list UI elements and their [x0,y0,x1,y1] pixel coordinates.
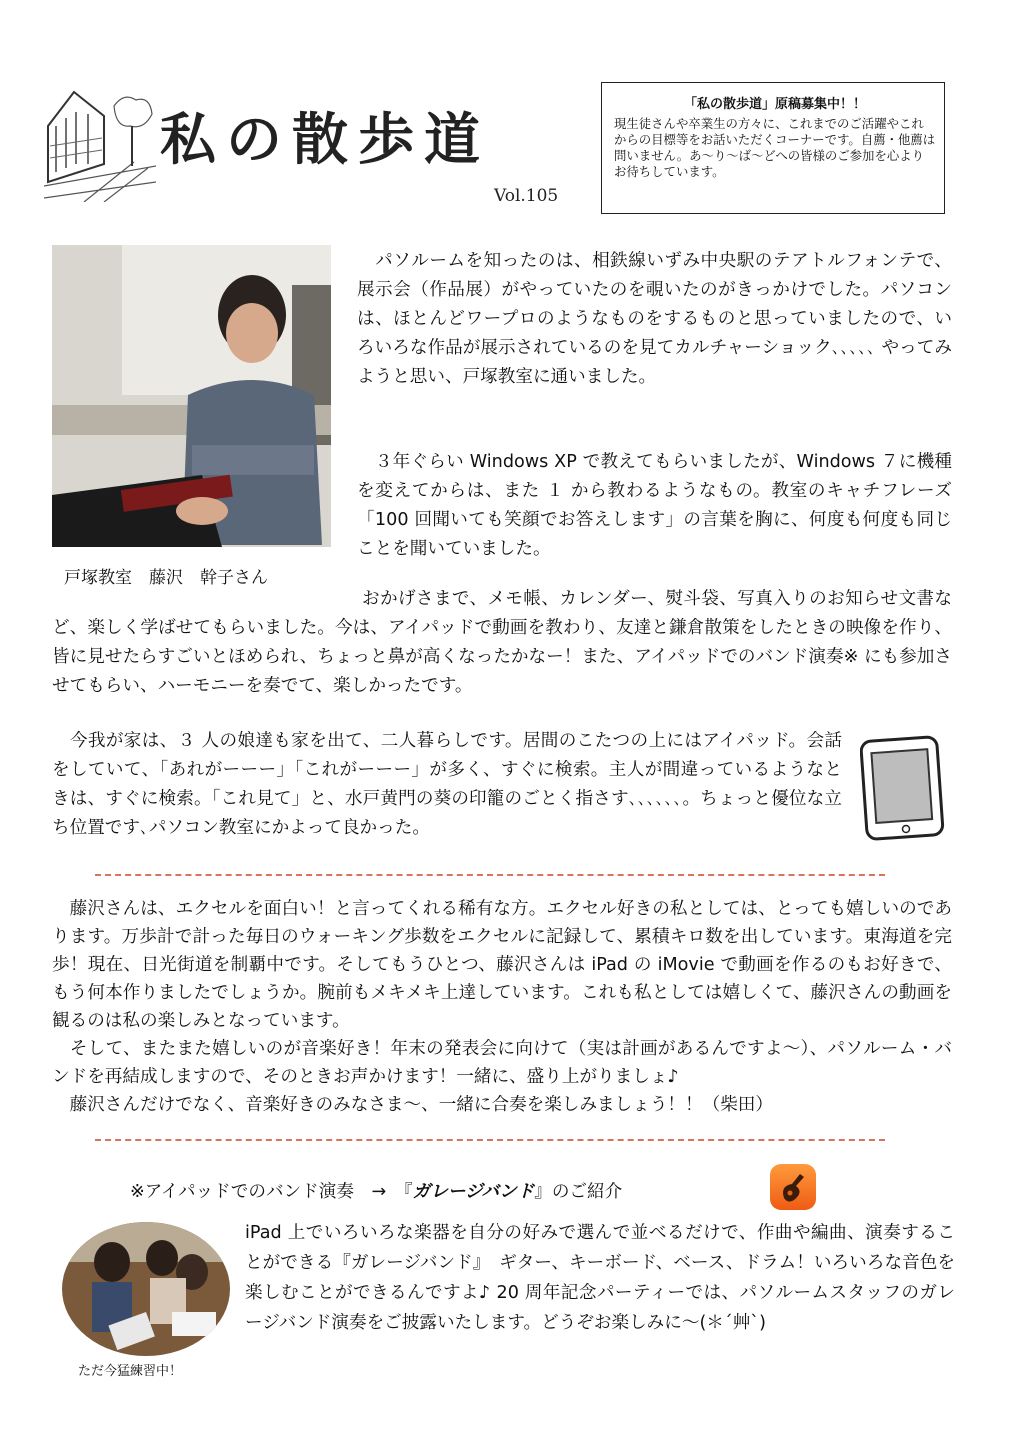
recruit-text: 現生徒さんや卒業生の方々に、これまでのご活躍やこれからの目標等をお話いただくコーナーです。自薦・他薦は問いません。あ～り～ば～どへの皆様のご参加を心よりお待ちしています。 [614,116,936,179]
paragraph-4: 今我が家は、３ 人の娘達も家を出て、二人暮らしです。居間のこたつの上にはアイパッド。会話をしていて、「あれがーーー」「これがーーー」が多く、すぐに検索。主人が間違っているようなときは、すぐに検索。「これ見て」と、水戸黄門の葵の印籠のごとく指さす､､､､､､。ちょっと優位な立ち位置です､パソコン教室にかよって良かった。 [52,731,842,838]
garageband-heading [130,1178,622,1203]
practice-caption: ただ今猛練習中！ [78,1364,183,1379]
comment-line-1: 藤沢さんは、エクセルを面白い！と言ってくれる稀有な方。エクセル好きの私としては、とっても嬉しいのであります。万歩計で計った毎日のウォーキング歩数をエクセルに記録して、累積キロ数を出しています。東海道を完歩！現在、日光街道を制覇中です。そしてもうひとつ、藤沢さんは iPad の iMovie で動画を作るのもお好きで、もう何本作りましたでしょうか。腕前もメキメキ上達しています。これも私としては嬉しくて、藤沢さんの動画を観るのは私の楽しみとなっています。 [52,899,952,1031]
garageband-app-icon [770,1164,816,1210]
divider-top [95,874,885,876]
paragraph-3: おかげさまで、メモ帳、カレンダー、熨斗袋、写真入りのお知らせ文書など、楽しく学ばせてもらいました。今は、アイパッドで動画を教わり、友達と鎌倉散策をしたときの映像を作り、皆に見せたらすごいとほめられ、ちょっと鼻が高くなったかなー！また、アイパッドでのバンド演奏※ にも参加させてもらい、ハーモニーを奏でて、楽しかったです。 [52,589,952,696]
divider-bottom [95,1139,885,1141]
tablet-icon [860,735,946,843]
staff-comment [52,895,952,1119]
portrait-photo [52,245,331,547]
photo-caption: 戸塚教室 藤沢 幹子さん [64,568,268,588]
garageband-heading-pre: ※アイパッドでのバンド演奏 → 『 [130,1182,413,1202]
paragraph-2: ３年ぐらい Windows XP で教えてもらいましたが、Windows ７に機種を変えてからは、また １ から教わるようなもの。教室のキャチフレーズ「100 回聞いても笑顔でお答えします」の言葉を胸に、何度も何度も同じことを聞いていました。 [357,452,952,559]
garageband-heading-post: 』のご紹介 [534,1182,623,1202]
paragraph-1: パソルームを知ったのは、相鉄線いずみ中央駅のテアトルフォンテで、展示会（作品展）がやっていたのを覗いたのがきっかけでした。パソコンは、ほとんどワープロのようなものをするものと思っていましたので、いろいろな作品が展示されているのを見てカルチャーショック､､､､､ やってみようと思い、戸塚教室に通いました。 [357,251,952,387]
recruit-notice-box [601,82,945,214]
comment-line-3: 藤沢さんだけでなく、音楽好きのみなさま～、一緒に合奏を楽しみましょう！！（柴田） [52,1095,773,1115]
street-sketch-illustration [44,86,156,202]
page-title: 私の散歩道 [160,107,490,173]
comment-line-2: そして、またまた嬉しいのが音楽好き！年末の発表会に向けて（実は計画があるんですよ～）、パソルーム・バンドを再結成しますので、そのときお声かけます！一緒に、盛り上がりましょ♪ [52,1039,952,1087]
recruit-heading: 「私の散歩道」原稿募集中！！ [683,97,866,112]
practice-photo [62,1222,230,1356]
garageband-heading-bold: ガレージバンド [412,1182,535,1202]
garageband-description: iPad 上でいろいろな楽器を自分の好みで選んで並べるだけで、作曲や編曲、演奏することができる『ガレージバンド』 ギター、キーボード、ベース、ドラム！いろいろな音色を楽しむことができるんですよ♪ 20 周年記念パーティーでは、パソルームスタッフのガレージバンド演奏をご披露いたします。どうぞお楽しみに～(＊´艸`) [245,1223,955,1333]
volume-number: Vol.105 [494,186,559,206]
